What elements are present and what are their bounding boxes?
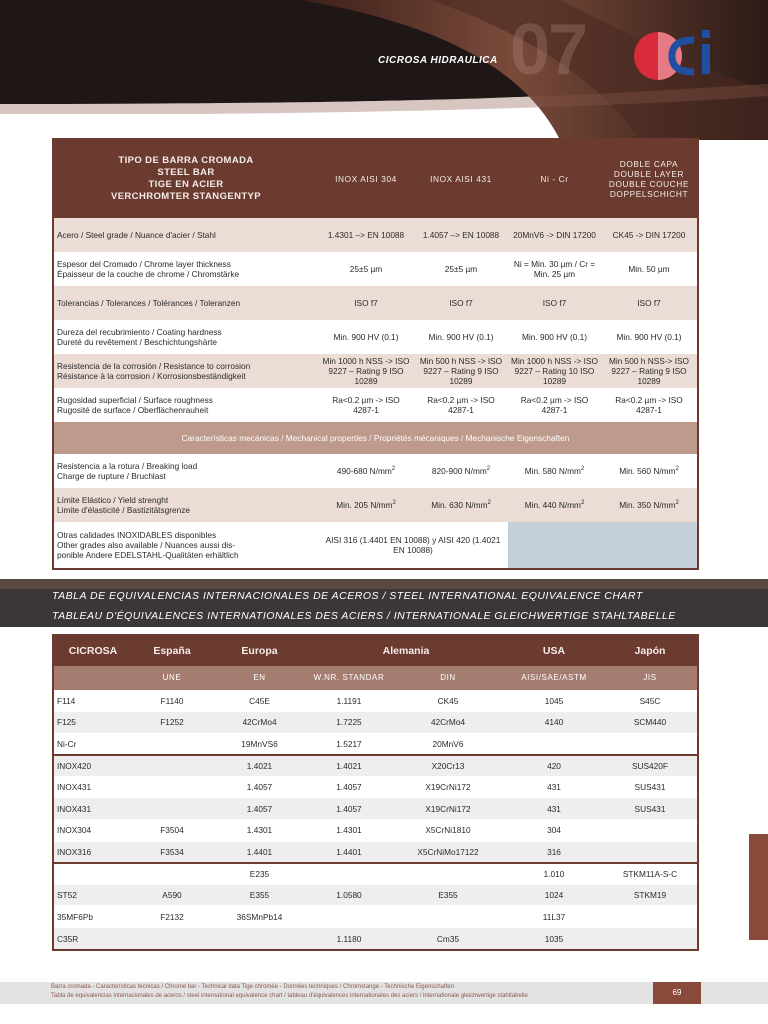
table-cell: 42CrMo4 (212, 712, 307, 734)
spec-cell: Min 500 h NSS -> ISO 9227 – Rating 9 ISO 10289 (414, 354, 508, 388)
cell-value: Min. 580 (524, 466, 557, 476)
table-cell: Cm35 (391, 928, 505, 950)
table-cell: 420 (505, 755, 603, 777)
spec-cell: Ra<0.2 µm -> ISO 4287-1 (615, 395, 683, 415)
table-cell: 1.4401 (212, 841, 307, 863)
table-cell: 1.1191 (307, 690, 391, 712)
cell-unit: N/mm (653, 466, 676, 476)
mechanical-properties-title: Características mecánicas / Mechanical properties / Propriétés mécaniques / Mechanische Eigenschaften (54, 422, 697, 454)
table-cell: X19CrNi172 (391, 798, 505, 820)
label-line: Límite Elástico / Yield strenght (57, 495, 169, 505)
banner-line-1: TABLA DE EQUIVALENCIAS INTERNACIONALES DE ACEROS / STEEL INTERNATIONAL EQUIVALENCE CHART (52, 590, 643, 602)
table-row (54, 690, 697, 712)
spec-row-steel-grade (54, 218, 697, 252)
table-cell: SCM440 (603, 712, 697, 734)
spec-cell: Min 500 h NSS-> ISO 9227 – Rating 9 ISO 10289 (601, 354, 697, 388)
table-cell: CK45 (391, 690, 505, 712)
table-cell: 1.4057 (307, 798, 391, 820)
table-cell: F1140 (132, 690, 212, 712)
table-cell: 1.1180 (307, 928, 391, 950)
cell-value: Min. 350 (619, 500, 652, 510)
table-cell: 1.4057 (212, 798, 307, 820)
table-cell: 11L37 (505, 906, 603, 928)
table-row (54, 863, 697, 885)
table-cell (603, 841, 697, 863)
table-cell (54, 863, 132, 885)
table-cell (391, 863, 505, 885)
spec-row-corrosion (54, 354, 697, 388)
subheader-cell: EN (212, 666, 307, 690)
table-cell: INOX304 (54, 820, 132, 842)
spec-cell: Min. 900 HV (0.1) (521, 332, 588, 342)
spec-row-yield-strength (54, 488, 697, 522)
label-line: ponible Andere EDELSTAHL-Qualitäten erhältlich (57, 550, 239, 560)
table-row (54, 798, 697, 820)
subheader-cell: AISI/SAE/ASTM (505, 666, 603, 690)
table-cell: SUS431 (603, 776, 697, 798)
header-espana: España (132, 636, 212, 666)
header-alemania: Alemania (307, 636, 505, 666)
subheader-cell: JIS (603, 666, 697, 690)
table-row (54, 733, 697, 755)
label-line: Résistance à la corrosion / Korrosionsbeständigkeit (57, 371, 246, 381)
label-line: Rugosidad superficial / Surface roughness (57, 395, 213, 405)
table-cell: Ni-Cr (54, 733, 132, 755)
table-cell: INOX420 (54, 755, 132, 777)
spec-header-title (54, 140, 318, 218)
spec-row-label (54, 354, 318, 388)
cell-unit: N/mm (653, 500, 676, 510)
subheader-cell (54, 666, 132, 690)
table-cell: 20MnV6 (391, 733, 505, 755)
footer-line-2: Tabla de equivalencias internacionales de aceros / steel international equivalence chart / tableau d'équivalences internationales des aciers / internationale gleichwertige stahltabelle (51, 993, 528, 999)
spec-cell (601, 454, 697, 488)
table-row (54, 906, 697, 928)
table-row (54, 820, 697, 842)
unit-exponent: 2 (487, 500, 491, 507)
table-cell: 1.4021 (307, 755, 391, 777)
cell-unit: N/mm (370, 500, 393, 510)
mechanical-properties-band (54, 422, 697, 454)
standard-header-row (54, 666, 697, 690)
table-cell: E355 (212, 884, 307, 906)
spec-row-tolerances (54, 286, 697, 320)
spec-row-label (54, 522, 318, 568)
footer-line-1: Barra cromada - Características técnicas / Chrome bar - Technical data Tige chromée - Données techniques / Chromstange - Technische Eigenschaften (51, 984, 454, 990)
header-usa: USA (505, 636, 603, 666)
table-cell (603, 928, 697, 950)
page-number: 69 (653, 982, 701, 1004)
chapter-number: 07 (510, 10, 587, 90)
table-cell: F1252 (132, 712, 212, 734)
table-cell (603, 906, 697, 928)
table-row (54, 884, 697, 906)
col4-line: DOBLE CAPA (619, 159, 679, 169)
table-cell: 431 (505, 798, 603, 820)
label-line: Épaisseur de la couche de chrome / Chromstärke (57, 269, 240, 279)
table-cell: 1035 (505, 928, 603, 950)
section-side-tab (749, 834, 768, 940)
header-japon: Japón (603, 636, 697, 666)
table-cell: 431 (505, 776, 603, 798)
table-cell: X5CrNi1810 (391, 820, 505, 842)
table-cell (212, 928, 307, 950)
table-cell: STKM19 (603, 884, 697, 906)
label-line: Dureza del recubrimiento / Coating hardness (57, 327, 222, 337)
brand-title: CICROSA HIDRAULICA (378, 55, 498, 66)
table-cell: SUS420F (603, 755, 697, 777)
unit-exponent: 2 (580, 500, 585, 507)
spec-title-line: TIGE EN ACIER (148, 179, 224, 190)
label-line: Espesor del Cromado / Chrome layer thickness (57, 259, 231, 269)
table-cell: F125 (54, 712, 132, 734)
table-cell (603, 733, 697, 755)
table-cell (132, 776, 212, 798)
spec-cell (508, 454, 601, 488)
col4-line: DOUBLE COUCHE (608, 179, 690, 189)
banner-line-2: TABLEAU D'ÉQUIVALENCES INTERNATIONALES DES ACIERS / INTERNATIONALE GLEICHWERTIGE STAHLTABELLE (52, 610, 676, 622)
spec-cell: Ra<0.2 µm -> ISO 4287-1 (520, 395, 589, 415)
cell-value: Min. 440 (524, 500, 557, 510)
steel-equivalence-table (52, 634, 699, 951)
spec-cell: Min 1000 h NSS -> ISO 9227 – Rating 9 ISO 10289 (318, 354, 414, 388)
table-cell: 1024 (505, 884, 603, 906)
table-cell (132, 863, 212, 885)
table-cell: SUS431 (603, 798, 697, 820)
label-line: Otras calidades INOXIDABLES disponibles (57, 530, 217, 540)
label-line: Limite d'élasticité / Bastizitätsgrenze (57, 505, 191, 515)
spec-cell: 1.4301 –> EN 10088 (318, 218, 414, 252)
spec-cell: ISO f7 (414, 286, 508, 320)
spec-cell (414, 488, 508, 522)
cell-value: Min. 205 (336, 500, 369, 510)
table-row (54, 928, 697, 950)
spec-cell: Min 1000 h NSS -> ISO 9227 – Rating 10 ISO 10289 (508, 354, 601, 388)
spec-cell: Min. 50 µm (628, 264, 670, 274)
spec-cell: ISO f7 (601, 286, 697, 320)
table-cell: 1.7225 (307, 712, 391, 734)
cell-unit: N/mm (465, 500, 488, 510)
spec-title-line: TIPO DE BARRA CROMADA (118, 155, 254, 166)
spec-row-label (54, 320, 318, 354)
table-row (54, 755, 697, 777)
table-cell: X19CrNi172 (391, 776, 505, 798)
spec-cell: Ni = Min. 30 µm / Cr = Min. 25 µm (513, 259, 596, 279)
table-cell: 1.0580 (307, 884, 391, 906)
spec-cell: Min. 900 HV (0.1) (428, 332, 494, 342)
spec-cell: CK45 -> DIN 17200 (601, 218, 697, 252)
table-cell: E355 (391, 884, 505, 906)
table-cell: INOX316 (54, 841, 132, 863)
table-cell: 1.4057 (212, 776, 307, 798)
spec-cell: Ra<0.2 µm -> ISO 4287-1 (427, 395, 495, 415)
table-cell: 36SMnPb14 (212, 906, 307, 928)
table-cell: F114 (54, 690, 132, 712)
unit-exponent: 2 (486, 466, 491, 473)
cell-value: 490-680 (336, 466, 368, 476)
equivalence-banner (0, 579, 768, 627)
cell-value: Min. 630 (431, 500, 464, 510)
spec-title-line: VERCHROMTER STANGENTYP (110, 191, 262, 202)
label-line: Resistencia a la rotura / Breaking load (57, 461, 198, 471)
col4-line: DOUBLE LAYER (613, 169, 685, 179)
cell-value: Min. 560 (619, 466, 652, 476)
spec-cell: 25±5 µm (444, 264, 478, 274)
spec-row-label: Tolerancias / Tolerances / Tolérances / Toleranzen (54, 286, 318, 320)
equivalence-rows (54, 690, 697, 949)
unit-exponent: 2 (392, 500, 396, 507)
spec-row-roughness (54, 388, 697, 422)
page-header (0, 0, 768, 140)
subheader-cell: W.NR. STANDAR (307, 666, 391, 690)
table-cell: 19MnVS6 (212, 733, 307, 755)
table-cell (132, 755, 212, 777)
table-cell: 4140 (505, 712, 603, 734)
table-cell (307, 863, 391, 885)
table-cell: A590 (132, 884, 212, 906)
table-cell (505, 733, 603, 755)
col-header-inox-304: INOX AISI 304 (318, 140, 414, 218)
spec-table-header-row (54, 140, 697, 218)
chrome-bar-spec-table (52, 138, 699, 570)
spec-row-coating-hardness (54, 320, 697, 354)
table-cell: C35R (54, 928, 132, 950)
table-cell: X5CrNiMo17122 (391, 841, 505, 863)
spec-title-line: STEEL BAR (157, 167, 215, 178)
table-cell: 1.5217 (307, 733, 391, 755)
table-cell: F3534 (132, 841, 212, 863)
table-row (54, 712, 697, 734)
spec-cell: ISO f7 (508, 286, 601, 320)
spec-cell (414, 454, 508, 488)
label-line: Rugosité de surface / Oberflächenrauheit (57, 405, 209, 415)
table-cell: STKM11A-S-C (603, 863, 697, 885)
other-grades-value: AISI 316 (1.4401 EN 10088) y AISI 420 (1.4021 EN 10088) (325, 535, 501, 555)
banner-band (0, 579, 768, 589)
col-header-double-layer (601, 140, 697, 218)
label-line: Dureté du revêtement / Beschichtungshärte (57, 337, 218, 347)
spec-cell: Ra<0.2 µm -> ISO 4287-1 (332, 395, 400, 415)
table-cell: S45C (603, 690, 697, 712)
table-cell (132, 733, 212, 755)
cell-unit: N/mm (464, 466, 487, 476)
spec-row-other-grades (54, 522, 697, 568)
spec-cell: Min. 900 HV (0.1) (616, 332, 682, 342)
spec-row-chrome-thickness (54, 252, 697, 286)
label-line: Other grades also available / Nuances aussi dis- (57, 540, 236, 550)
cell-unit: N/mm (558, 500, 581, 510)
cicrosa-logo (632, 28, 722, 88)
spec-row-label (54, 388, 318, 422)
spec-cell (318, 454, 414, 488)
table-cell: 42CrMo4 (391, 712, 505, 734)
table-row (54, 776, 697, 798)
cell-unit: N/mm (369, 466, 392, 476)
table-cell: F2132 (132, 906, 212, 928)
spec-cell: 20MnV6 -> DIN 17200 (508, 218, 601, 252)
spec-cell: ISO f7 (318, 286, 414, 320)
table-cell: INOX431 (54, 798, 132, 820)
unit-exponent: 2 (675, 500, 679, 507)
table-cell: C45E (212, 690, 307, 712)
subheader-cell: UNE (132, 666, 212, 690)
empty-grey-cell (508, 522, 697, 568)
table-cell: 1045 (505, 690, 603, 712)
spec-row-label (54, 454, 318, 488)
table-cell (307, 906, 391, 928)
table-cell (603, 820, 697, 842)
table-cell: 1.4301 (212, 820, 307, 842)
col-header-ni-cr: Ni - Cr (508, 140, 601, 218)
table-cell (391, 906, 505, 928)
table-cell: INOX431 (54, 776, 132, 798)
subheader-cell: DIN (391, 666, 505, 690)
table-cell: 304 (505, 820, 603, 842)
spec-row-label (54, 488, 318, 522)
table-cell: 316 (505, 841, 603, 863)
table-cell: X20Cr13 (391, 755, 505, 777)
spec-cell: Min. 900 HV (0.1) (333, 332, 399, 342)
spec-cell: 25±5 µm (349, 264, 383, 274)
spec-cell (601, 488, 697, 522)
table-row (54, 841, 697, 863)
table-cell: 1.4401 (307, 841, 391, 863)
unit-exponent: 2 (675, 466, 679, 473)
table-cell: 1.010 (505, 863, 603, 885)
cell-value: 820-900 (431, 466, 463, 476)
spec-cell (318, 488, 414, 522)
header-cicrosa: CICROSA (54, 636, 132, 666)
spec-cell: 1.4057 –> EN 10088 (414, 218, 508, 252)
col-header-inox-431: INOX AISI 431 (414, 140, 508, 218)
table-cell (132, 798, 212, 820)
table-cell (132, 928, 212, 950)
table-cell: F3504 (132, 820, 212, 842)
country-header-row (54, 636, 697, 666)
table-cell: E235 (212, 863, 307, 885)
unit-exponent: 2 (391, 466, 396, 473)
header-europa: Europa (212, 636, 307, 666)
label-line: Charge de rupture / Bruchlast (57, 471, 166, 481)
label-line: Resistencia de la corrosión / Resistance to corrosion (57, 361, 251, 371)
cell-unit: N/mm (558, 466, 581, 476)
table-cell: 1.4021 (212, 755, 307, 777)
spec-row-breaking-load (54, 454, 697, 488)
spec-row-label (54, 252, 318, 286)
spec-row-label: Acero / Steel grade / Nuance d'acier / Stahl (54, 218, 318, 252)
spec-cell (508, 488, 601, 522)
table-cell: ST52 (54, 884, 132, 906)
table-cell: 35MF6Pb (54, 906, 132, 928)
table-cell: 1.4301 (307, 820, 391, 842)
table-cell: 1.4057 (307, 776, 391, 798)
col4-line: DOPPELSCHICHT (609, 189, 689, 199)
unit-exponent: 2 (580, 466, 585, 473)
